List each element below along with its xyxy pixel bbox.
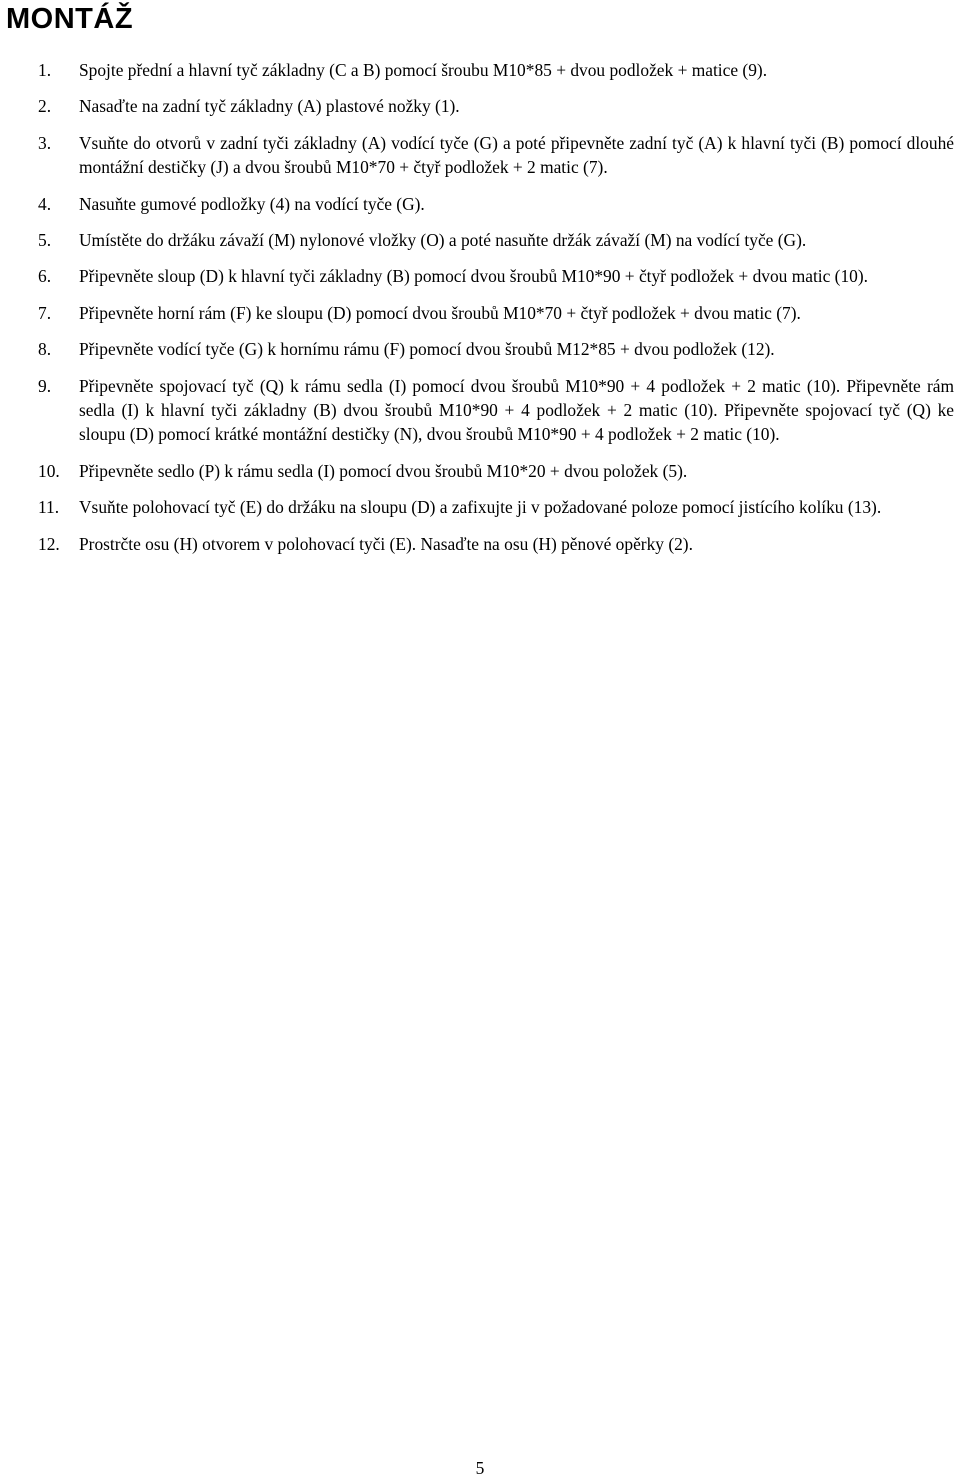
step-12 bbox=[0, 532, 960, 556]
step-number: 12. bbox=[38, 533, 60, 554]
assembly-steps-list bbox=[0, 58, 960, 568]
step-text: Připevněte sedlo (P) k rámu sedla (I) pomocí dvou šroubů M10*20 + dvou položek (5). bbox=[79, 460, 688, 481]
page-title: MONTÁŽ bbox=[6, 3, 134, 35]
step-number: 9. bbox=[38, 375, 52, 396]
step-number: 8. bbox=[38, 339, 52, 360]
step-text: Nasaďte na zadní tyč základny (A) plastové nožky (1). bbox=[79, 96, 460, 117]
step-8 bbox=[0, 337, 960, 361]
step-text: Nasuňte gumové podložky (4) na vodící tyče (G). bbox=[79, 193, 425, 214]
step-number: 11. bbox=[38, 497, 60, 518]
step-text: Připevněte spojovací tyč (Q) k rámu sedla (I) pomocí dvou šroubů M10*90 + 4 podložek + 2 matic (10). Připevněte rám sedla (I) k hlavní tyči základny (B) dvou šroubů M10*90 + 4 podložek + 2 matic (10). Připevněte spojovací tyč (Q) ke sloupu (D) pomocí krátké montážní destičky (N), dvou šroubů M10*90 + 4 podložek + 2 matic (10). bbox=[79, 375, 954, 445]
step-6 bbox=[0, 264, 960, 288]
step-7 bbox=[0, 301, 960, 325]
step-number: 2. bbox=[38, 96, 52, 117]
step-10 bbox=[0, 459, 960, 483]
page-number: 5 bbox=[475, 1458, 485, 1478]
step-text: Vsuňte polohovací tyč (E) do držáku na sloupu (D) a zafixujte ji v požadované poloze pomocí jistícího kolíku (13). bbox=[79, 497, 882, 518]
step-4 bbox=[0, 192, 960, 216]
step-number: 5. bbox=[38, 230, 52, 251]
step-number: 6. bbox=[38, 266, 52, 287]
step-1 bbox=[0, 58, 960, 82]
step-text: Vsuňte do otvorů v zadní tyči základny (A) vodící tyče (G) a poté připevněte zadní tyč (A) k hlavní tyči (B) pomocí dlouhé montážní destičky (J) a dvou šroubů M10*70 + čtyř podložek + 2 matic (7). bbox=[79, 132, 954, 178]
step-text: Spojte přední a hlavní tyč základny (C a B) pomocí šroubu M10*85 + dvou podložek + matice (9). bbox=[79, 60, 768, 80]
step-text: Připevněte vodící tyče (G) k hornímu rámu (F) pomocí dvou šroubů M12*85 + dvou podložek (12). bbox=[79, 339, 775, 360]
step-text: Prostrčte osu (H) otvorem v polohovací tyči (E). Nasaďte na osu (H) pěnové opěrky (2). bbox=[79, 533, 693, 554]
step-number: 7. bbox=[38, 302, 52, 323]
step-number: 1. bbox=[38, 60, 52, 80]
step-number: 3. bbox=[38, 132, 52, 153]
step-2 bbox=[0, 94, 960, 118]
step-number: 4. bbox=[38, 193, 52, 214]
step-text: Umístěte do držáku závaží (M) nylonové vložky (O) a poté nasuňte držák závaží (M) na vodící tyče (G). bbox=[79, 230, 807, 251]
step-number: 10. bbox=[38, 460, 60, 481]
step-5 bbox=[0, 228, 960, 252]
step-9 bbox=[0, 374, 960, 447]
step-text: Připevněte sloup (D) k hlavní tyči základny (B) pomocí dvou šroubů M10*90 + čtyř podložek + dvou matic (10). bbox=[79, 266, 868, 287]
step-text: Připevněte horní rám (F) ke sloupu (D) pomocí dvou šroubů M10*70 + čtyř podložek + dvou matic (7). bbox=[79, 302, 801, 323]
step-3 bbox=[0, 131, 960, 180]
step-11 bbox=[0, 495, 960, 519]
